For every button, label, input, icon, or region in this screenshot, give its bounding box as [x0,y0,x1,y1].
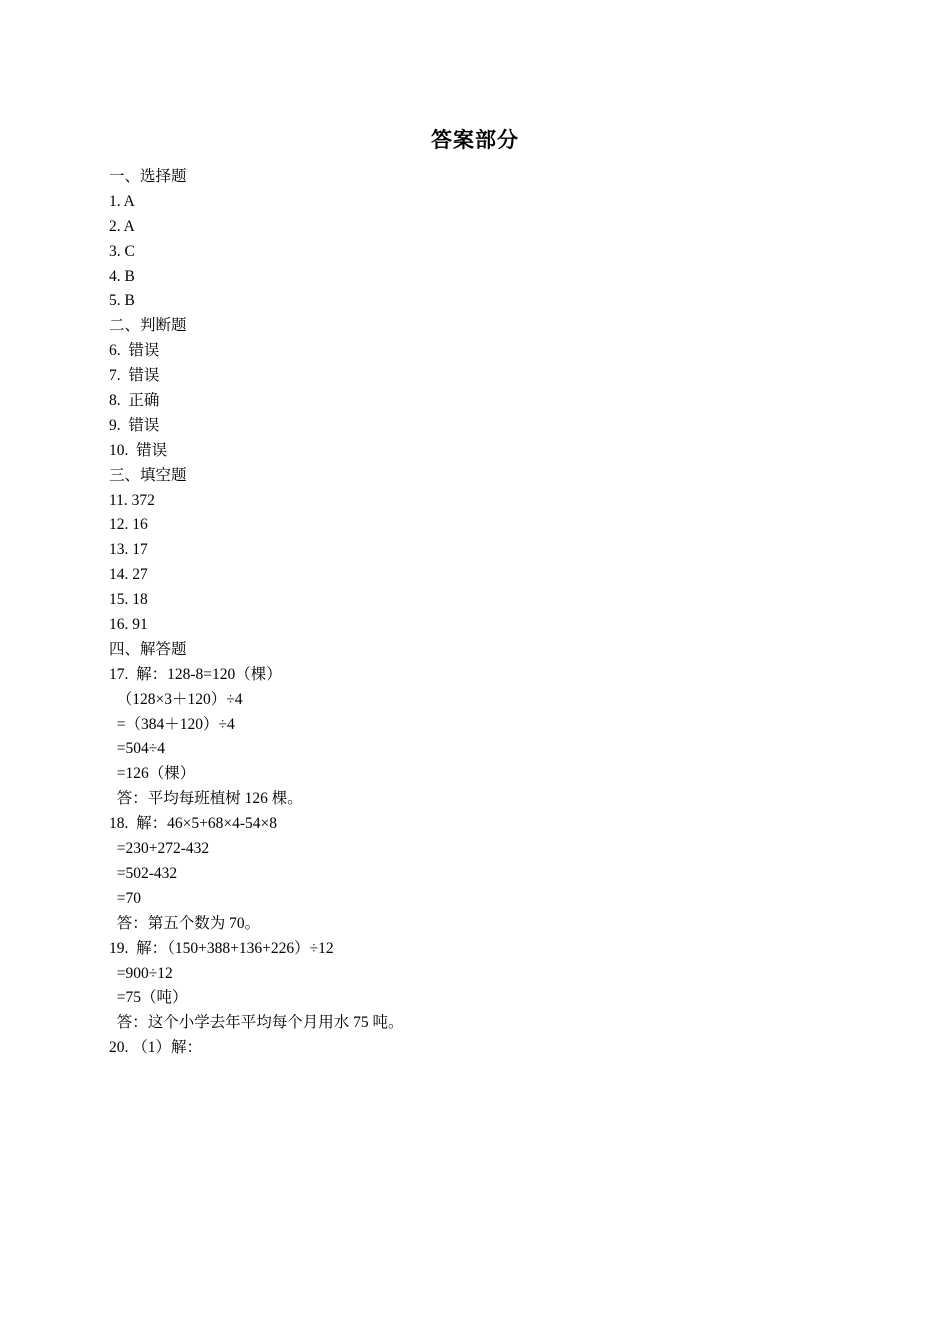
answer-list [109,165,869,1061]
answer-line: 15. 18 [109,591,148,609]
solution-line: =126（棵） [109,765,196,783]
solution-line: =（384＋120）÷4 [109,715,235,733]
solution-line: 17. 解：128-8=120（棵） [109,665,282,683]
answer-line: 13. 17 [109,541,148,559]
answer-line: 12. 16 [109,516,148,534]
answer-line: 9. 错误 [109,416,160,434]
solution-line: =70 [109,889,141,907]
answer-line: 2. A [109,217,135,235]
solution-line: =504÷4 [109,740,165,758]
solution-answer-line: 答：平均每班植树 126 棵。 [109,790,303,808]
solution-line: 19. 解：（150+388+136+226）÷12 [109,939,334,957]
answer-line: 6. 错误 [109,342,160,360]
answer-line: 4. B [109,267,135,285]
solution-answer-line: 答：第五个数为 70。 [109,914,261,932]
solution-answer-line: 答：这个小学去年平均每个月用水 75 吨。 [109,1014,404,1032]
answer-line: 16. 91 [109,616,148,634]
answer-line: 10. 错误 [109,441,168,459]
solution-line: =502-432 [109,864,178,882]
solution-line: =900÷12 [109,964,173,982]
answer-line: 7. 错误 [109,367,160,385]
answer-line: 1. A [109,192,135,210]
answer-line: 3. C [109,242,135,260]
section-heading-choice: 一、选择题 [109,168,187,185]
solution-line: 20. （1）解： [109,1039,203,1057]
section-heading-judgement: 二、判断题 [109,317,187,335]
answer-line: 14. 27 [109,566,148,584]
section-heading-solution: 四、解答题 [109,640,187,658]
solution-line: =75（吨） [109,989,188,1007]
page-title: 答案部分 [431,128,519,152]
answer-line: 11. 372 [109,491,155,509]
solution-line: （128×3＋120）÷4 [109,690,243,708]
answer-line: 8. 正确 [109,392,160,410]
solution-line: 18. 解：46×5+68×4-54×8 [109,815,278,833]
answer-line: 5. B [109,292,135,310]
section-heading-fill-blank: 三、填空题 [109,466,187,484]
solution-line: =230+272-432 [109,840,210,858]
